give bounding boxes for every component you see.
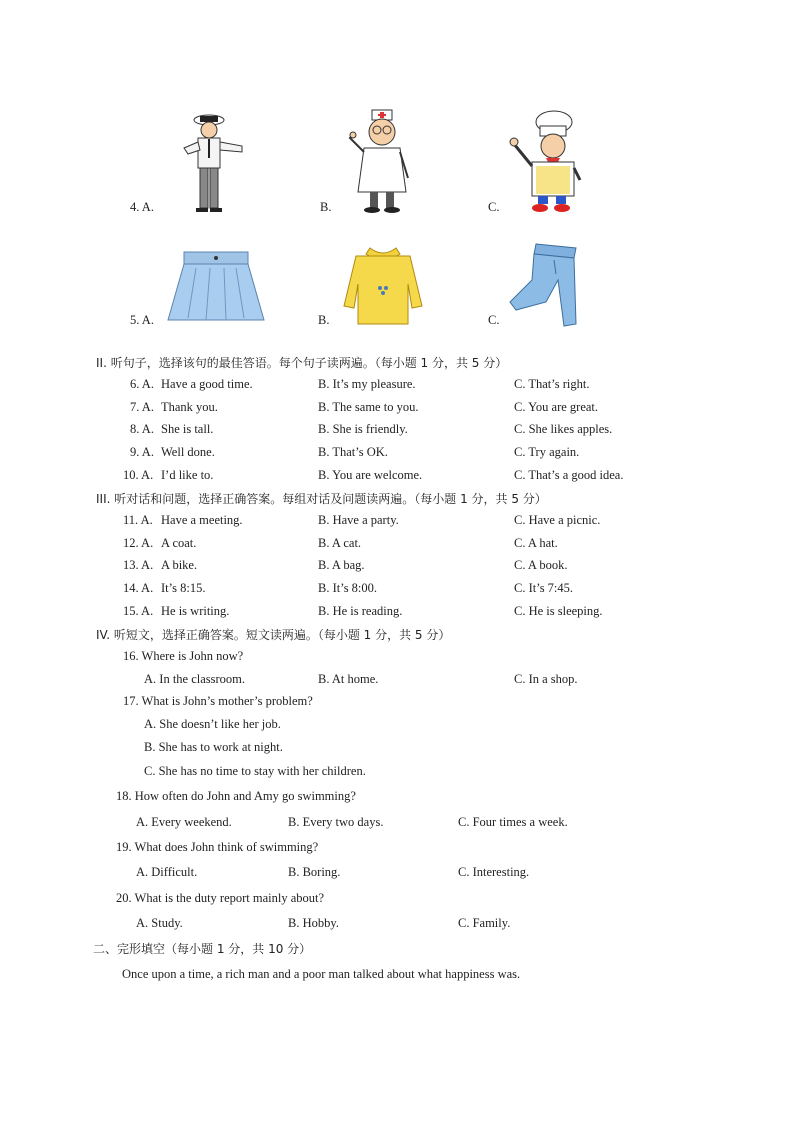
- option-b: B. He is reading.: [318, 604, 403, 618]
- option-c: C. That’s right.: [514, 377, 590, 391]
- skirt-icon: [166, 248, 266, 328]
- q5-label: 5. A.: [130, 313, 154, 327]
- option-b: B. She has to work at night.: [144, 740, 283, 754]
- item-number: 7. A.: [130, 400, 154, 414]
- option-a: Thank you.: [161, 400, 218, 414]
- option-c: C. A book.: [514, 558, 568, 572]
- option-c: C. She has no time to stay with her children.: [144, 764, 366, 778]
- option-a: A. Every weekend.: [136, 815, 232, 829]
- cloze-text: Once upon a time, a rich man and a poor man talked about what happiness was.: [122, 967, 521, 981]
- option-a: A. Study.: [136, 916, 183, 930]
- option-b: B. A bag.: [318, 558, 365, 572]
- question-text: 18. How often do John and Amy go swimming?: [116, 789, 356, 803]
- q5-b-label: B.: [318, 313, 330, 327]
- option-c: C. It’s 7:45.: [514, 581, 574, 595]
- option-a: It’s 8:15.: [161, 581, 206, 595]
- option-a: A. Difficult.: [136, 865, 198, 879]
- option-c: C. He is sleeping.: [514, 604, 603, 618]
- question-text: 16. Where is John now?: [123, 649, 244, 663]
- item-number: 9. A.: [130, 445, 154, 459]
- option-c: C. Try again.: [514, 445, 580, 459]
- option-a: A bike.: [161, 558, 198, 572]
- option-a: Well done.: [161, 445, 215, 459]
- option-a: I’d like to.: [161, 468, 214, 482]
- item-number: 8. A.: [130, 422, 154, 436]
- option-a: She is tall.: [161, 422, 214, 436]
- q4-b-label: B.: [320, 200, 332, 214]
- option-c: C. Four times a week.: [458, 815, 568, 829]
- item-number: 13. A.: [123, 558, 154, 572]
- option-b: B. That’s OK.: [318, 445, 388, 459]
- option-a: Have a good time.: [161, 377, 253, 391]
- section-3-title: III. 听对话和问题，选择正确答案。每组对话及问题读两遍。（每小题 1 分，共 5 分）: [96, 492, 547, 506]
- q4-c-label: C.: [488, 200, 500, 214]
- sweater-icon: [342, 244, 424, 328]
- cloze-title: 二、完形填空（每小题 1 分，共 10 分）: [93, 942, 312, 956]
- jeans-icon: [506, 240, 586, 330]
- option-b: B. She is friendly.: [318, 422, 408, 436]
- item-number: 15. A.: [123, 604, 154, 618]
- option-c: C. A hat.: [514, 536, 558, 550]
- item-number: 12. A.: [123, 536, 154, 550]
- option-b: B. Have a party.: [318, 513, 399, 527]
- option-c: C. In a shop.: [514, 672, 578, 686]
- q5-c-label: C.: [488, 313, 500, 327]
- question-text: 19. What does John think of swimming?: [116, 840, 319, 854]
- option-a: A. She doesn’t like her job.: [144, 717, 281, 731]
- section-2-title: II. 听句子，选择该句的最佳答语。每个句子读两遍。（每小题 1 分，共 5 分）: [96, 356, 508, 370]
- option-b: B. The same to you.: [318, 400, 419, 414]
- option-b: B. A cat.: [318, 536, 362, 550]
- option-c: C. She likes apples.: [514, 422, 613, 436]
- option-a: Have a meeting.: [161, 513, 243, 527]
- q4-label: 4. A.: [130, 200, 154, 214]
- item-number: 6. A.: [130, 377, 154, 391]
- option-a: He is writing.: [161, 604, 230, 618]
- section-4-title: IV. 听短文，选择正确答案。短文读两遍。（每小题 1 分，共 5 分）: [96, 628, 451, 642]
- item-number: 10. A.: [123, 468, 154, 482]
- item-number: 14. A.: [123, 581, 154, 595]
- option-b: B. Hobby.: [288, 916, 339, 930]
- question-text: 20. What is the duty report mainly about?: [116, 891, 325, 905]
- option-b: B. It’s 8:00.: [318, 581, 378, 595]
- option-c: C. Family.: [458, 916, 511, 930]
- option-b: B. At home.: [318, 672, 379, 686]
- option-b: B. It’s my pleasure.: [318, 377, 416, 391]
- item-number: 11. A.: [123, 513, 153, 527]
- option-c: C. That’s a good idea.: [514, 468, 624, 482]
- option-b: B. Boring.: [288, 865, 341, 879]
- option-a: A coat.: [161, 536, 197, 550]
- question-text: 17. What is John’s mother’s problem?: [123, 694, 313, 708]
- option-c: C. You are great.: [514, 400, 599, 414]
- option-c: C. Interesting.: [458, 865, 530, 879]
- option-a: A. In the classroom.: [144, 672, 246, 686]
- chef-icon: [508, 110, 586, 214]
- doctor-icon: [344, 108, 420, 214]
- policeman-icon: [176, 108, 246, 216]
- option-b: B. Every two days.: [288, 815, 384, 829]
- option-b: B. You are welcome.: [318, 468, 423, 482]
- option-c: C. Have a picnic.: [514, 513, 601, 527]
